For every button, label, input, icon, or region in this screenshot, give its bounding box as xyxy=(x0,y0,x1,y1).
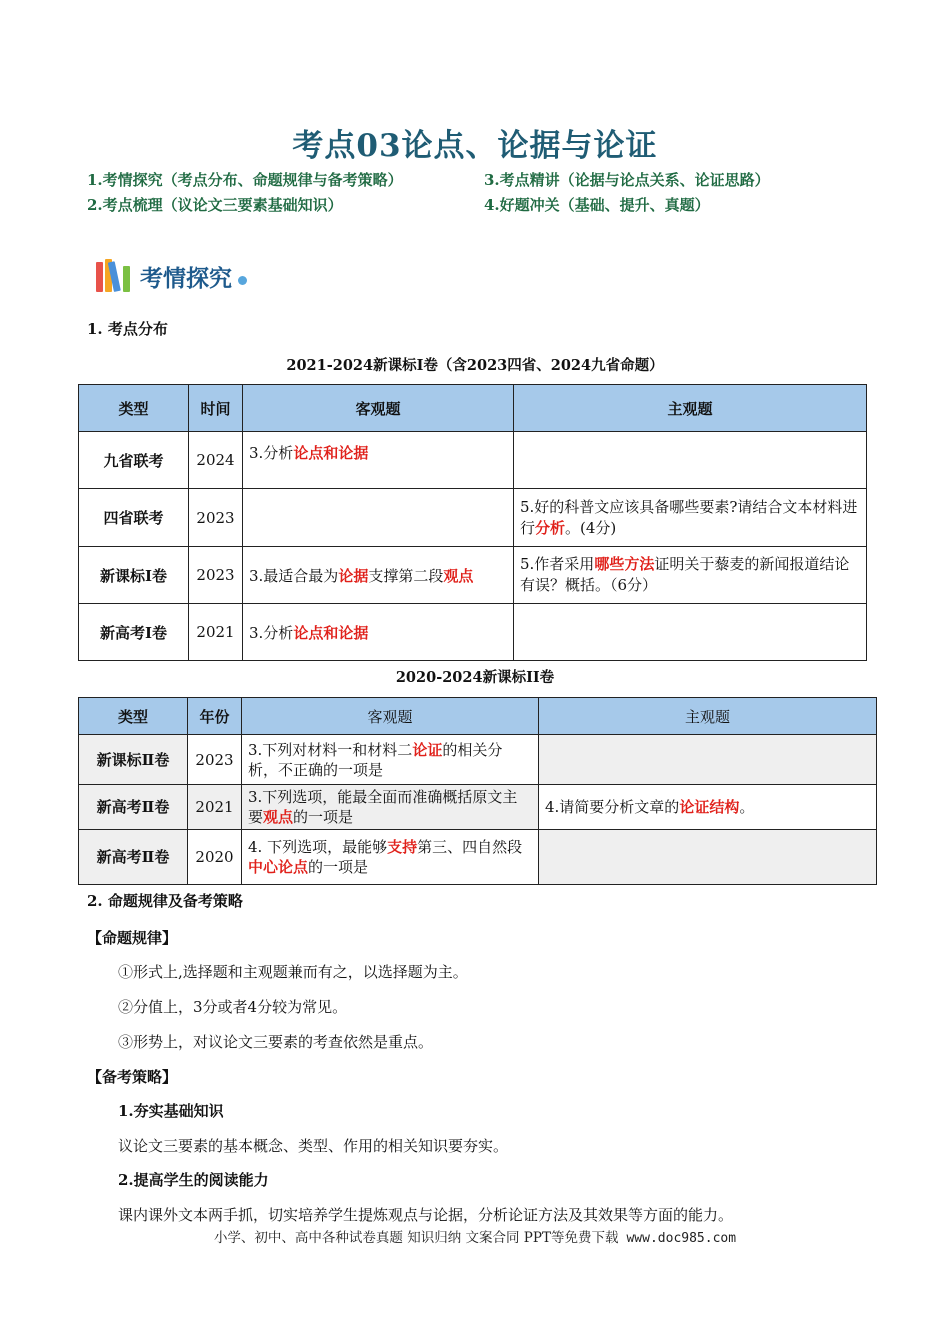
row-type: 九省联考 xyxy=(79,432,189,489)
exam-table-2 xyxy=(78,697,877,885)
strategy-text: 课内课外文本两手抓，切实培养学生提炼观点与论据，分析论证方法及其效果等方面的能力。 xyxy=(118,1206,734,1224)
table2-header-type: 类型 xyxy=(79,698,188,735)
row-subjective: 4.请简要分析文章的论证结构。 xyxy=(539,785,877,830)
row-type: 新课标Ⅱ卷 xyxy=(79,735,188,785)
row-year: 2024 xyxy=(189,432,243,489)
row-type: 新课标Ⅰ卷 xyxy=(79,547,189,604)
table1-header-year: 时间 xyxy=(189,385,243,432)
row-objective: 3.分析论点和论据 xyxy=(243,604,514,661)
toc-item-4[interactable]: 4.好题冲关（基础、提升、真题） xyxy=(484,196,710,214)
row-type: 四省联考 xyxy=(79,489,189,547)
row-objective: 4. 下列选项，最能够支持第三、四自然段中心论点的一项是 xyxy=(242,830,539,885)
strategy-title: 1.夯实基础知识 xyxy=(118,1102,224,1120)
footer-link[interactable]: www.doc985.com xyxy=(626,1231,737,1246)
table1-header-type: 类型 xyxy=(79,385,189,432)
table-row xyxy=(79,785,877,830)
books-icon xyxy=(94,258,134,294)
row-type: 新高考Ⅱ卷 xyxy=(79,830,188,885)
table2-header-objective: 客观题 xyxy=(242,698,539,735)
row-year: 2020 xyxy=(188,830,242,885)
toc-item-2[interactable]: 2.考点梳理（议论文三要素基础知识） xyxy=(87,196,343,214)
row-year: 2021 xyxy=(189,604,243,661)
row-year: 2023 xyxy=(189,489,243,547)
rules-label: 【命题规律】 xyxy=(87,929,178,947)
footer-text: 小学、初中、高中各种试卷真题 知识归纳 文案合同 PPT等免费下载 xyxy=(213,1230,619,1246)
row-objective: 3.最适合最为论据支撑第二段观点 xyxy=(243,547,514,604)
table1-header-subjective: 主观题 xyxy=(514,385,867,432)
row-year: 2023 xyxy=(188,735,242,785)
row-year: 2023 xyxy=(189,547,243,604)
row-type: 新高考Ⅰ卷 xyxy=(79,604,189,661)
row-objective: 3.分析论点和论据 xyxy=(243,432,514,489)
table1-caption: 2021-2024新课标Ⅰ卷（含2023四省、2024九省命题） xyxy=(286,357,664,374)
rule-item: ①形式上,选择题和主观题兼而有之，以选择题为主。 xyxy=(118,963,468,981)
row-type: 新高考Ⅱ卷 xyxy=(79,785,188,830)
footer xyxy=(0,1226,950,1246)
table2-header-subjective: 主观题 xyxy=(539,698,877,735)
row-subjective xyxy=(514,432,867,489)
strategy-title: 2.提高学生的阅读能力 xyxy=(118,1171,269,1189)
row-subjective xyxy=(514,604,867,661)
strategy-label: 【备考策略】 xyxy=(87,1068,178,1086)
table-row xyxy=(79,489,867,547)
row-subjective: 5.好的科普文应该具备哪些要素?请结合文本材料进行分析。(4分) xyxy=(514,489,867,547)
row-subjective xyxy=(539,735,877,785)
rule-item: ③形势上，对议论文三要素的考查依然是重点。 xyxy=(118,1033,434,1051)
banner-dot-icon xyxy=(238,276,247,285)
row-year: 2021 xyxy=(188,785,242,830)
row-objective: 3.下列选项，能最全面而准确概括原文主要观点的一项是 xyxy=(242,785,539,830)
section-heading-rules: 2. 命题规律及备考策略 xyxy=(87,892,243,910)
table-row xyxy=(79,432,867,489)
section-heading-distribution: 1. 考点分布 xyxy=(87,320,168,338)
table-row xyxy=(79,604,867,661)
row-subjective: 5.作者采用哪些方法证明关于藜麦的新闻报道结论有误？概括。（6分） xyxy=(514,547,867,604)
strategy-text: 议论文三要素的基本概念、类型、作用的相关知识要夯实。 xyxy=(118,1137,509,1155)
table-row xyxy=(79,547,867,604)
table2-caption: 2020-2024新课标II卷 xyxy=(395,669,555,686)
table-row xyxy=(79,735,877,785)
toc-item-1[interactable]: 1.考情探究（考点分布、命题规律与备考策略） xyxy=(87,171,403,189)
row-objective: 3.下列对材料一和材料二论证的相关分析，不正确的一项是 xyxy=(242,735,539,785)
exam-table-1 xyxy=(78,384,867,661)
banner-title: 考情探究 xyxy=(140,265,232,292)
row-subjective xyxy=(539,830,877,885)
section-banner xyxy=(94,256,247,296)
row-objective xyxy=(243,489,514,547)
table-row xyxy=(79,830,877,885)
rule-item: ②分值上，3分或者4分较为常见。 xyxy=(118,998,348,1016)
table2-header-year: 年份 xyxy=(188,698,242,735)
table1-header-objective: 客观题 xyxy=(243,385,514,432)
page-title: 考点03论点、论据与论证 xyxy=(292,128,658,164)
toc-item-3[interactable]: 3.考点精讲（论据与论点关系、论证思路） xyxy=(484,171,770,189)
